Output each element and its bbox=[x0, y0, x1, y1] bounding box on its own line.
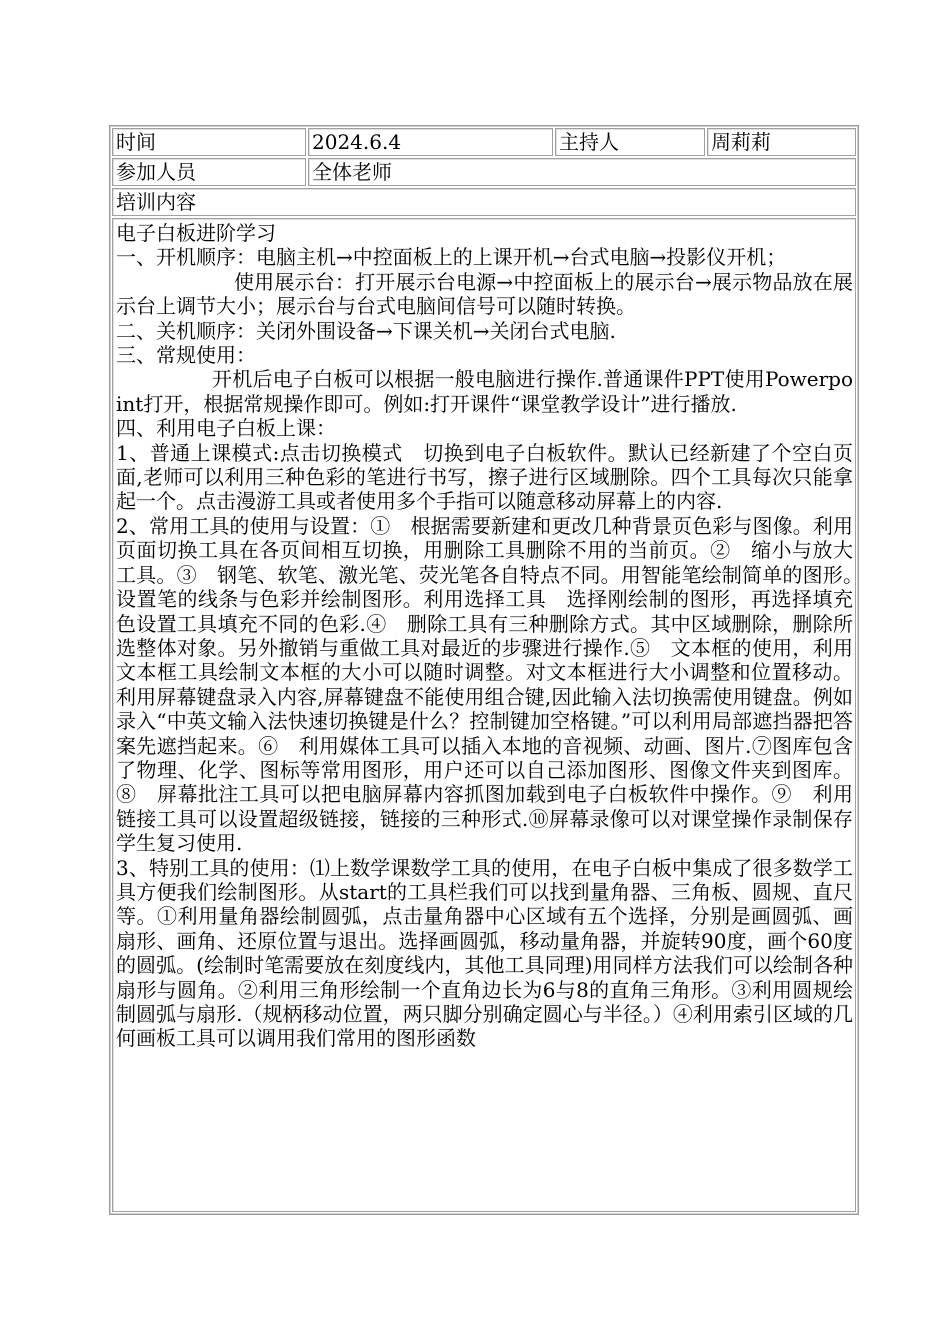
content-paragraph: 3、特别工具的使用：⑴上数学课数学工具的使用，在电子白板中集成了很多数学工具方便我们绘制图形。从start的工具栏我们可以找到量角器、三角板、圆规、直尺等。①利用量角器绘制圆弧，点击量角器中心区域有五个选择，分别是画圆弧、画扇形、画角、还原位置与退出。选择画圆弧，移动量角器，并旋转90度，画个60度的圆弧。(绘制时笔需要放在刻度线内，其他工具同理)用同样方法我们可以绘制各种扇形与圆角。②利用三角形绘制一个直角边长为6与8的直角三角形。③利用圆规绘制圆弧与扇形.（规柄移动位置，两只脚分别确定圆心与半径。）④利用索引区域的几何画板工具可以调用我们常用的图形函数 bbox=[116, 855, 853, 1051]
content-paragraph: 开机后电子白板可以根据一般电脑进行操作.普通课件PPT使用Powerpoint打开，根据常规操作即可。例如:打开课件“课堂教学设计”进行播放. bbox=[116, 367, 853, 416]
content-paragraph: 三、常规使用： bbox=[116, 343, 256, 368]
row-time-host bbox=[112, 128, 856, 156]
content-paragraph: 1、普通上课模式:点击切换模式 切换到电子白板软件。默认已经新建了个空白页面,老师可以利用三种色彩的笔进行书写，擦子进行区域删除。四个工具每次只能拿起一个。点击漫游工具或者使用多个手指可以随意移动屏幕上的内容. bbox=[116, 440, 853, 514]
attendees-value: 全体老师 bbox=[308, 158, 856, 186]
host-label: 主持人 bbox=[555, 128, 705, 156]
host-value: 周莉莉 bbox=[707, 128, 856, 156]
content-paragraph: 2、常用工具的使用与设置：① 根据需要新建和更改几种背景页色彩与图像。利用页面切换工具在各页间相互切换，用删除工具删除不用的当前页。② 缩小与放大工具。③ 钢笔、软笔、激光笔、荧光笔各自特点不同。用智能笔绘制简单的图形。 设置笔的线条与色彩并绘制图形。利用选择工具 选择刚绘制的图形，再选择填充色设置工具填充不同的色彩.④ 删除工具有三种删除方式。其中区域删除，删除所选整体对象。另外撤销与重做工具对最近的步骤进行操作.⑤ 文本框的使用，利用文本框工具绘制文本框的大小可以随时调整。对文本框进行大小调整和位置移动。利用屏幕键盘录入内容,屏幕键盘不能使用组合键,因此输入法切换需使用键盘。例如录入“中英文输入法快速切换键是什么？控制键加空格键。”可以利用局部遮挡器把答案先遮挡起来。⑥ 利用媒体工具可以插入本地的音视频、动画、图片.⑦图库包含了物理、化学、图标等常用图形，用户还可以自己添加图形、图像文件夹到图库。⑧ 屏幕批注工具可以把电脑屏幕内容抓图加载到电子白板软件中操作。⑨ 利用链接工具可以设置超级链接，链接的三种形式.⑩屏幕录像可以对课堂操作录制保存学生复习使用. bbox=[116, 513, 873, 856]
content-paragraph: 一、开机顺序：电脑主机→中控面板上的上课开机→台式电脑→投影仪开机； bbox=[116, 245, 787, 270]
content-title: 电子白板进阶学习 bbox=[116, 221, 276, 245]
content-paragraph: 四、利用电子白板上课： bbox=[116, 416, 336, 441]
time-value: 2024.6.4 bbox=[308, 128, 553, 156]
content-paragraph: 使用展示台：打开展示台电源→中控面板上的展示台→展示物品放在展示台上调节大小；展示台与台式电脑间信号可以随时转换。 bbox=[116, 269, 853, 319]
row-content-label bbox=[112, 188, 856, 216]
training-content bbox=[112, 218, 873, 1212]
time-label: 时间 bbox=[112, 128, 306, 156]
meeting-record-table bbox=[109, 125, 873, 1215]
content-paragraph: 二、关机顺序：关闭外围设备→下课关机→关闭台式电脑. bbox=[116, 318, 616, 343]
content-label: 培训内容 bbox=[112, 188, 856, 216]
row-attendees bbox=[112, 158, 856, 186]
attendees-label: 参加人员 bbox=[112, 158, 306, 186]
